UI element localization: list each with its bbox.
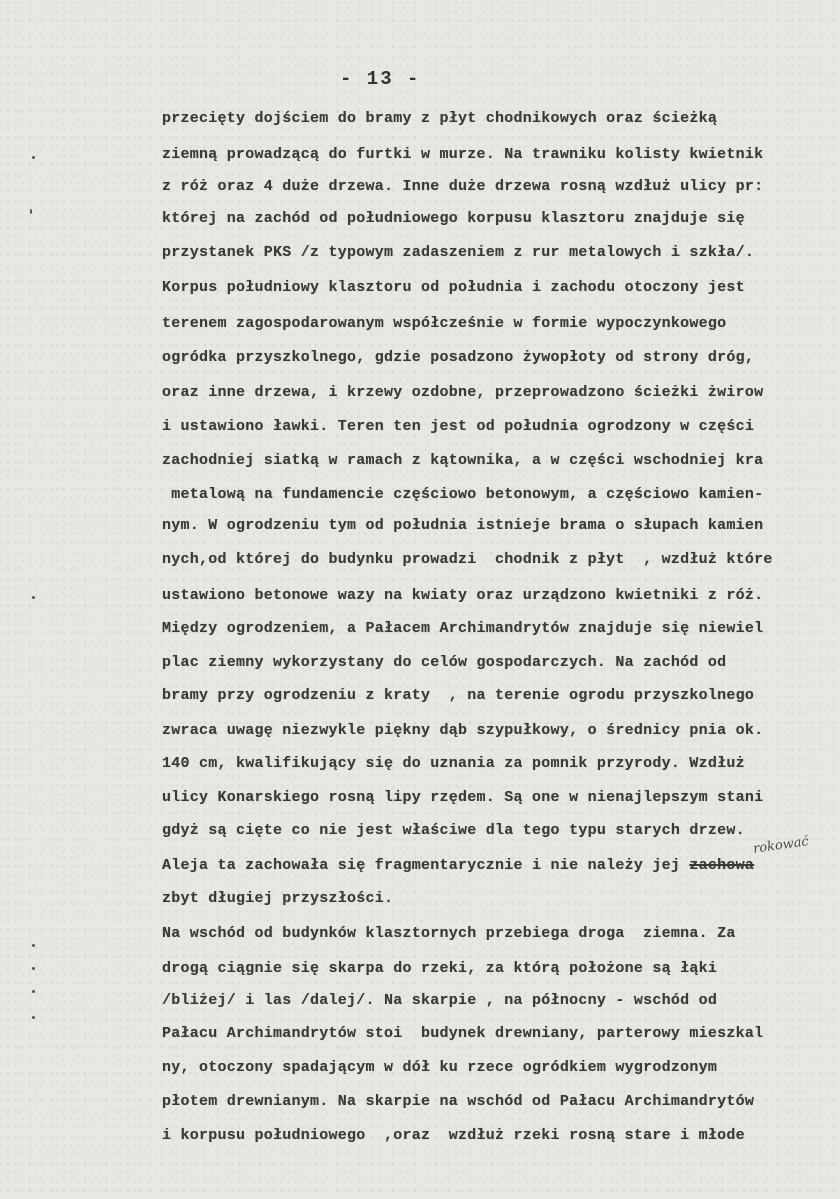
- margin-mark: [32, 944, 35, 947]
- text-line-20: 140 cm, kwalifikujący się do uznania za pomnik przyrody. Wzdłuż: [162, 755, 745, 772]
- text-line-16: Między ogrodzeniem, a Pałacem Archimandrytów znajduje się niewiel: [162, 620, 764, 637]
- text-line-12: metalową na fundamencie częściowo betonowym, a częściowo kamien-: [162, 486, 764, 503]
- margin-mark: [32, 596, 35, 599]
- margin-mark: [32, 990, 35, 993]
- margin-mark: [32, 156, 35, 159]
- text-line-26: drogą ciągnie się skarpa do rzeki, za którą położone są łąki: [162, 960, 718, 977]
- text-line-22: gdyż są cięte co nie jest właściwe dla tego typu starych drzew.: [162, 822, 745, 839]
- margin-mark: [32, 1016, 35, 1019]
- text-line-28: Pałacu Archimandrytów stoi budynek drewniany, parterowy mieszkal: [162, 1025, 764, 1042]
- text-line-25: Na wschód od budynków klasztornych przebiega droga ziemna. Za: [162, 925, 736, 942]
- text-line-8: ogródka przyszkolnego, gdzie posadzono żywopłoty od strony dróg,: [162, 349, 755, 366]
- text-line-18: bramy przy ogrodzeniu z kraty , na terenie ogrodu przyszkolnego: [162, 687, 755, 704]
- text-line-1: przecięty dojściem do bramy z płyt chodnikowych oraz ścieżką: [162, 110, 718, 127]
- handwritten-correction: rokować: [752, 834, 810, 857]
- text-line-11: zachodniej siatką w ramach z kątownika, a w części wschodniej kra: [162, 452, 764, 469]
- text-line-23: [162, 857, 754, 875]
- text-line-9: oraz inne drzewa, i krzewy ozdobne, przeprowadzono ścieżki żwirow: [162, 384, 764, 401]
- text-line-2: ziemną prowadzącą do furtki w murze. Na trawniku kolisty kwietnik: [162, 146, 764, 163]
- text-line-3: z róż oraz 4 duże drzewa. Inne duże drzewa rosną wzdłuż ulicy pr:: [162, 178, 764, 195]
- text-line-14: nych,od której do budynku prowadzi chodnik z płyt , wzdłuż które: [162, 551, 773, 568]
- text-line-17: plac ziemny wykorzystany do celów gospodarczych. Na zachód od: [162, 654, 727, 671]
- text-line-7: terenem zagospodarowanym współcześnie w formie wypoczynkowego: [162, 315, 727, 332]
- text-line-30: płotem drewnianym. Na skarpie na wschód od Pałacu Archimandrytów: [162, 1093, 755, 1110]
- margin-mark: [30, 209, 32, 214]
- struck-word: zachowa: [689, 857, 755, 874]
- text-line-31: i korpusu południowego ,oraz wzdłuż rzeki rosną stare i młode: [162, 1127, 745, 1144]
- text-line-5: przystanek PKS /z typowym zadaszeniem z rur metalowych i szkła/.: [162, 244, 755, 261]
- text-line-13: nym. W ogrodzeniu tym od południa istnieje brama o słupach kamien: [162, 517, 764, 534]
- page-number: - 13 -: [340, 68, 421, 90]
- text-line-15: ustawiono betonowe wazy na kwiaty oraz urządzono kwietniki z róż.: [162, 587, 764, 604]
- text-line-4: której na zachód od południowego korpusu klasztoru znajduje się: [162, 210, 745, 227]
- text-line-24: zbyt długiej przyszłości.: [162, 890, 394, 907]
- text-line-21: ulicy Konarskiego rosną lipy rzędem. Są one w nienajlepszym stani: [162, 789, 764, 806]
- text-line-27: /bliżej/ i las /dalej/. Na skarpie , na północny - wschód od: [162, 992, 718, 1009]
- margin-mark: [32, 967, 35, 970]
- text-line-6: Korpus południowy klasztoru od południa i zachodu otoczony jest: [162, 279, 745, 296]
- text-line-10: i ustawiono ławki. Teren ten jest od południa ogrodzony w części: [162, 418, 755, 435]
- text-line-23-main: Aleja ta zachowała się fragmentarycznie i nie należy jej: [162, 857, 690, 874]
- text-line-29: ny, otoczony spadającym w dół ku rzece ogródkiem wygrodzonym: [162, 1059, 718, 1076]
- text-line-19: zwraca uwagę niezwykle piękny dąb szypułkowy, o średnicy pnia ok.: [162, 722, 764, 739]
